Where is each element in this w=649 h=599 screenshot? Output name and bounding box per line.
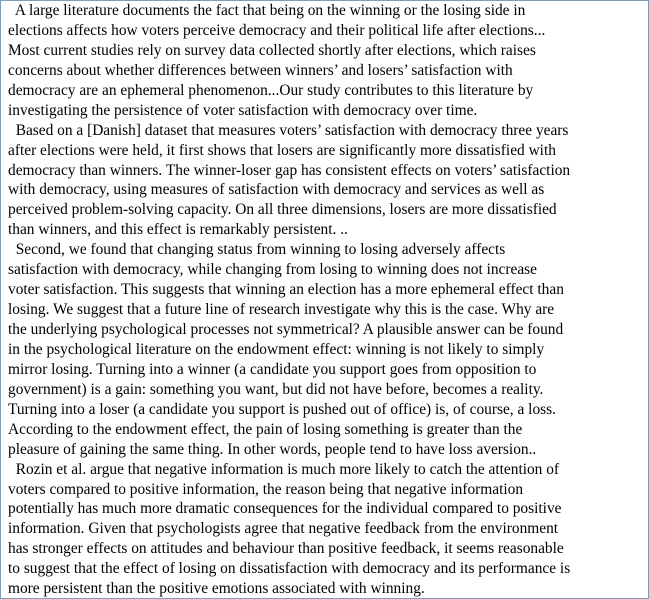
text-line: voters compared to positive information, the reason being that negative information xyxy=(8,480,524,498)
document-body xyxy=(8,1,648,599)
text-line: with democracy, using measures of satisfaction with democracy and services as well as xyxy=(8,181,545,199)
text-line: after elections were held, it first shows that losers are significantly more dissatisfied with xyxy=(8,141,556,159)
text-line: information. Given that psychologists agree that negative feedback from the environment xyxy=(8,520,559,538)
text-line: satisfaction with democracy, while changing from losing to winning does not increase xyxy=(8,261,537,279)
text-line: the underlying psychological processes not symmetrical? A plausible answer can be found xyxy=(8,321,564,338)
text-line: democracy are an ephemeral phenomenon...Our study contributes to this literature by xyxy=(8,81,534,99)
text-line: democracy than winners. The winner-loser gap has consistent effects on voters’ satisfaction xyxy=(8,161,571,179)
text-line: in the psychological literature on the endowment effect: winning is not likely to simply xyxy=(8,340,545,358)
text-line: has stronger effects on attitudes and behaviour than positive feedback, it seems reasonable xyxy=(8,540,564,558)
text-line: Second, we found that changing status from winning to losing adversely affects xyxy=(8,241,506,259)
text-line: A large literature documents the fact that being on the winning or the losing side in xyxy=(8,2,526,19)
text-line: Most current studies rely on survey data collected shortly after elections, which raises xyxy=(8,41,536,59)
text-line: perceived problem-solving capacity. On all three dimensions, losers are more dissatisfied xyxy=(8,201,557,219)
text-line: government) is a gain: something you want, but did not have before, becomes a reality. xyxy=(8,380,544,398)
text-line: elections affects how voters perceive democracy and their political life after elections... xyxy=(8,21,546,39)
text-line: concerns about whether differences between winners’ and losers’ satisfaction with xyxy=(8,61,513,79)
text-line: than winners, and this effect is remarkably persistent. .. xyxy=(8,221,348,239)
text-line: mirror losing. Turning into a winner (a candidate you support goes from opposition to xyxy=(8,360,537,378)
text-line: According to the endowment effect, the pain of losing something is greater than the xyxy=(8,420,523,438)
text-line: to suggest that the effect of losing on dissatisfaction with democracy and its performance is xyxy=(8,560,571,578)
text-line: Turning into a loser (a candidate you support is pushed out of office) is, of course, a loss. xyxy=(8,400,556,418)
text-line: voter satisfaction. This suggests that winning an election has a more ephemeral effect than xyxy=(8,281,564,299)
text-line: potentially has much more dramatic consequences for the individual compared to positive xyxy=(8,500,562,518)
text-line: losing. We suggest that a future line of research investigate why this is the case. Why are xyxy=(8,301,555,319)
text-line: pleasure of gaining the same thing. In other words, people tend to have loss aversion.. xyxy=(8,440,537,458)
text-line: investigating the persistence of voter satisfaction with democracy over time. xyxy=(8,101,478,119)
text-line: more persistent than the positive emotions associated with winning. xyxy=(8,580,425,598)
text-line: Rozin et al. argue that negative information is much more likely to catch the attention of xyxy=(8,460,560,478)
text-line: Based on a [Danish] dataset that measures voters’ satisfaction with democracy three years xyxy=(8,121,569,139)
